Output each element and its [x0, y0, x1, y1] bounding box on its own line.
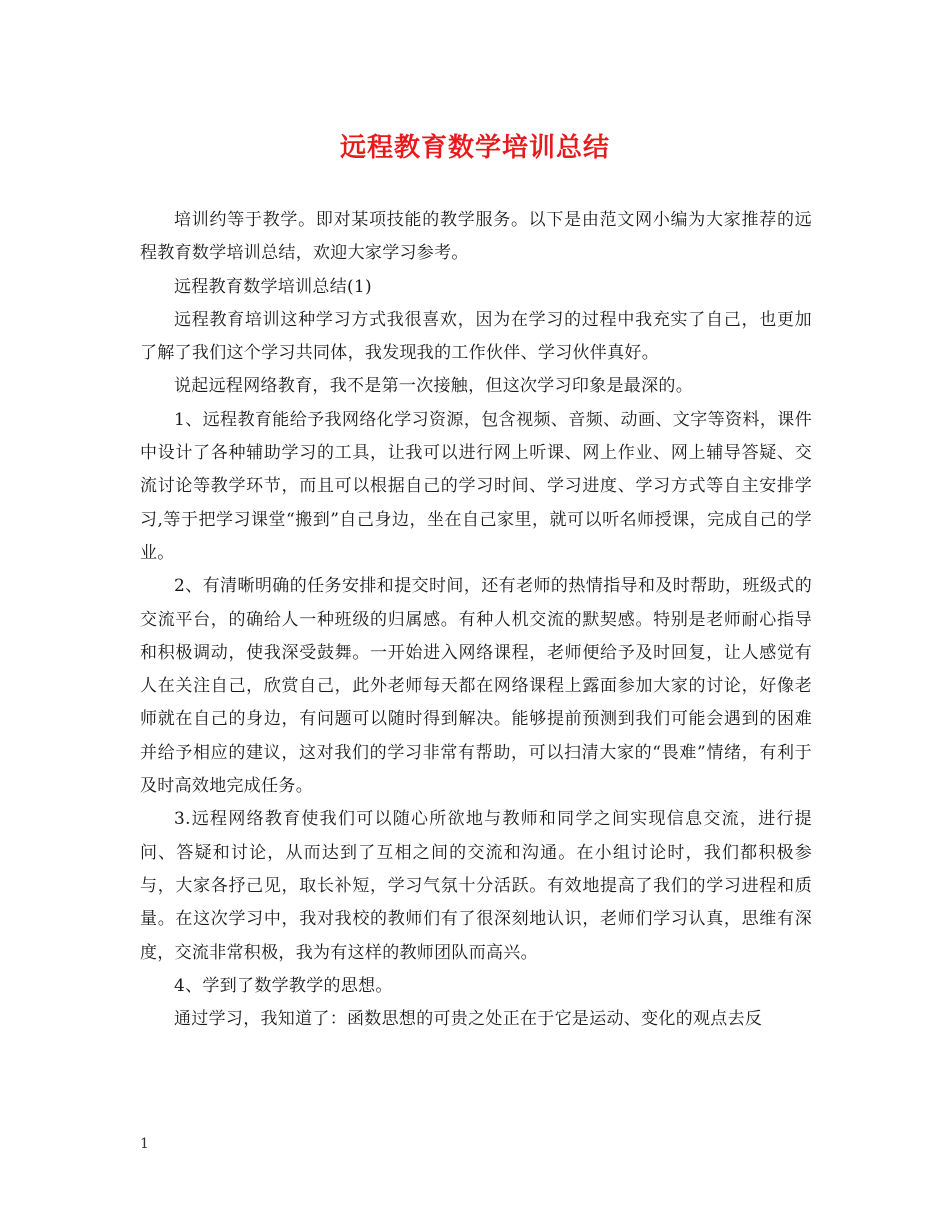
paragraph-point-3: 3.远程网络教育使我们可以随心所欲地与教师和同学之间实现信息交流，进行提问、答疑和讨论，从而达到了互相之间的交流和沟通。在小组讨论时，我们都积极参与，大家各抒己见，取长补短，学习气氛十分活跃。有效地提高了我们的学习进程和质量。在这次学习中，我对我校的教师们有了很深刻地认识，老师们学习认真，思维有深度，交流非常积极，我为有这样的教师团队而高兴。: [140, 809, 812, 963]
paragraph-intro: 培训约等于教学。即对某项技能的教学服务。以下是由范文网小编为大家推荐的远程教育数学培训总结，欢迎大家学习参考。: [140, 210, 812, 264]
document-title: 远程教育数学培训总结: [339, 133, 610, 163]
paragraph: 通过学习，我知道了：函数思想的可贵之处正在于它是运动、变化的观点去反: [174, 1009, 763, 1030]
paragraph-point-4: 4、学到了数学教学的思想。: [174, 975, 393, 996]
paragraph-point-2: 2、有清晰明确的任务安排和提交时间，还有老师的热情指导和及时帮助，班级式的交流平台，的确给人一种班级的归属感。有种人机交流的默契感。特别是老师耐心指导和积极调动，使我深受鼓舞。一开始进入网络课程，老师便给予及时回复，让人感觉有人在关注自己，欣赏自己，此外老师每天都在网络课程上露面参加大家的讨论，好像老师就在自己的身边，有问题可以随时得到解决。能够提前预测到我们可能会遇到的困难并给予相应的建议，这对我们的学习非常有帮助，可以扫清大家的“畏难”情绪，有利于及时高效地完成任务。: [140, 576, 812, 797]
paragraph-point-1: 1、远程教育能给予我网络化学习资源，包含视频、音频、动画、文字等资料，课件中设计了各种辅助学习的工具，让我可以进行网上听课、网上作业、网上辅导答疑、交流讨论等教学环节，而且可以根据自己的学习时间、学习进度、学习方式等自主安排学习,等于把学习课堂“搬到”自己身边，坐在自己家里，就可以听名师授课，完成自己的学业。: [140, 409, 812, 563]
document-body: [140, 204, 812, 1036]
paragraph-subtitle: 远程教育数学培训总结(1): [174, 276, 372, 297]
paragraph: 说起远程网络教育，我不是第一次接触，但这次学习印象是最深的。: [174, 376, 693, 397]
paragraph: 远程教育培训这种学习方式我很喜欢，因为在学习的过程中我充实了自己，也更加了解了我们这个学习共同体，我发现我的工作伙伴、学习伙伴真好。: [140, 309, 812, 364]
page-number: 1: [140, 1136, 149, 1152]
